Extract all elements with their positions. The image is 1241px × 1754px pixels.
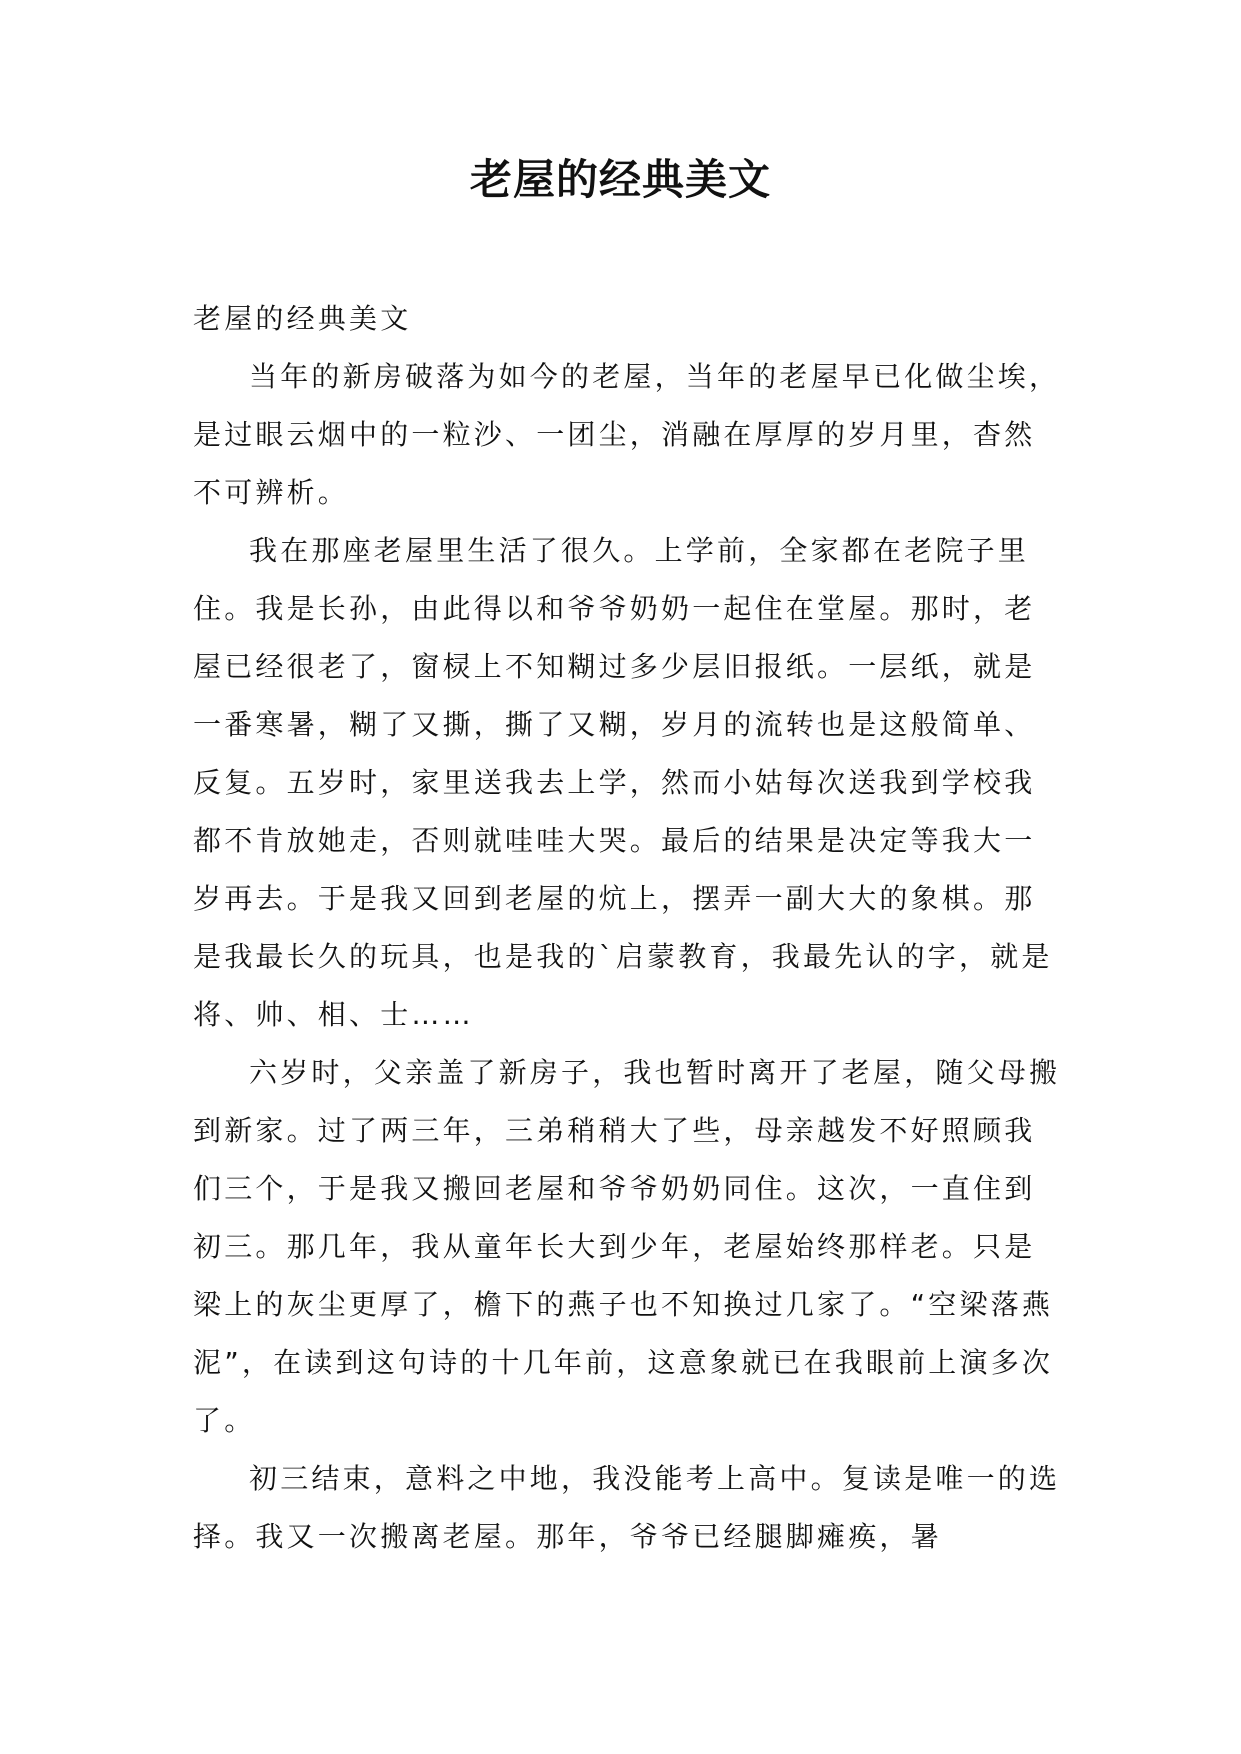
- paragraph: 初三结束，意料之中地，我没能考上高中。复读是唯一的选择。我又一次搬离老屋。那年，爷爷已经腿脚瘫痪，暑: [193, 1462, 1061, 1553]
- document-body: [193, 290, 1065, 1566]
- document-subtitle: 老屋的经典美文: [193, 302, 412, 335]
- document-title: 老屋的经典美文: [469, 155, 771, 204]
- paragraph: 我在那座老屋里生活了很久。上学前，全家都在老院子里住。我是长孙，由此得以和爷爷奶奶一起住在堂屋。那时，老屋已经很老了，窗棂上不知糊过多少层旧报纸。一层纸，就是一番寒暑，糊了又撕，撕了又糊，岁月的流转也是这般简单、反复。五岁时，家里送我去上学，然而小姑每次送我到学校我都不肯放她走，否则就哇哇大哭。最后的结果是决定等我大一岁再去。于是我又回到老屋的炕上，摆弄一副大大的象棋。那是我最长久的玩具，也是我的`启蒙教育，我最先认的字，就是将、帅、相、士……: [193, 534, 1053, 1031]
- paragraph: 六岁时，父亲盖了新房子，我也暂时离开了老屋，随父母搬到新家。过了两三年，三弟稍稍大了些，母亲越发不好照顾我们三个，于是我又搬回老屋和爷爷奶奶同住。这次，一直住到初三。那几年，我从童年长大到少年，老屋始终那样老。只是梁上的灰尘更厚了，檐下的燕子也不知换过几家了。“空梁落燕泥”，在读到这句诗的十几年前，这意象就已在我眼前上演多次了。: [193, 1056, 1061, 1437]
- paragraph: 当年的新房破落为如今的老屋，当年的老屋早已化做尘埃，是过眼云烟中的一粒沙、一团尘，消融在厚厚的岁月里，杳然不可辨析。: [193, 360, 1061, 509]
